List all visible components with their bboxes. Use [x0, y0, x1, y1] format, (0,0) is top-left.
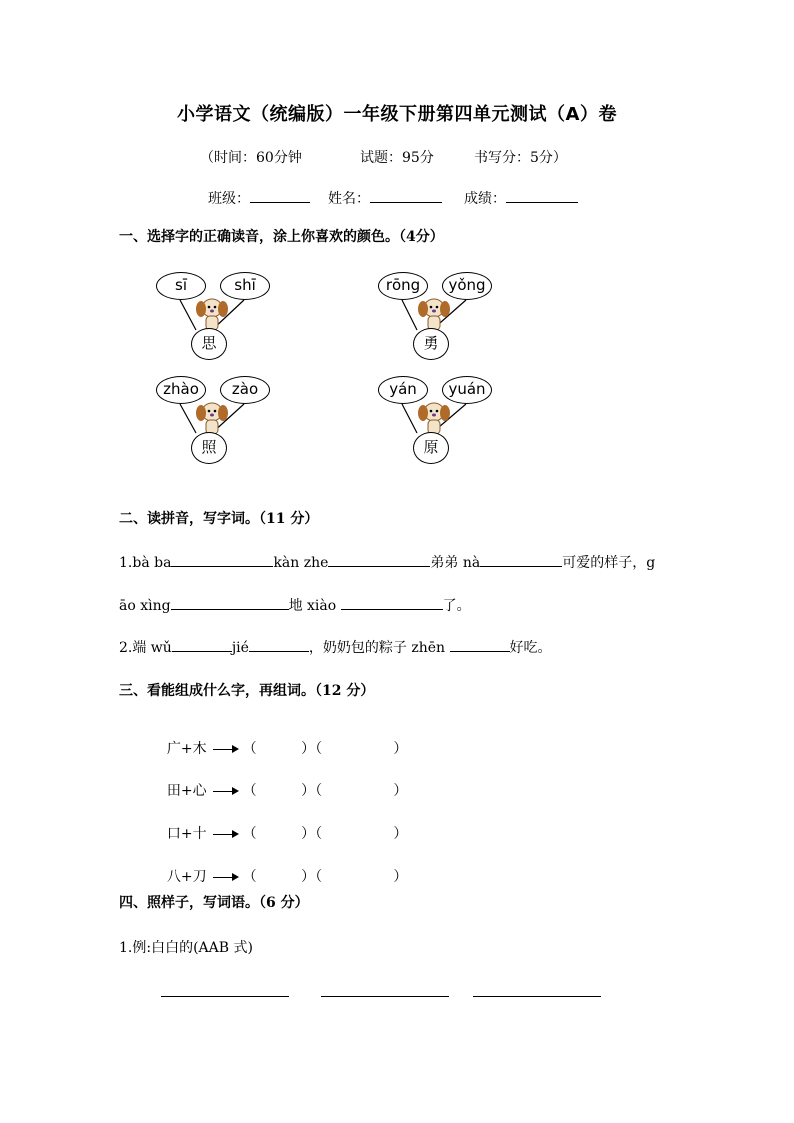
pinyin-text: 1.bà ba — [119, 555, 172, 571]
pinyin-bubble-left[interactable]: yán — [378, 376, 428, 404]
pinyin-group-1 — [150, 268, 280, 363]
char-expression: 田+心 — [166, 783, 207, 799]
pinyin-bubble-right[interactable]: zào — [220, 376, 270, 404]
arrow-right-icon — [213, 877, 237, 878]
answer-parens[interactable]: （ ）（ ） — [242, 741, 408, 757]
pinyin-text: ，奶奶包的粽子 zhēn — [308, 640, 446, 656]
arrow-right-icon — [213, 834, 237, 835]
grade-label: 成绩： — [464, 191, 506, 207]
section3-heading: 三、看能组成什么字，再组词。（12 分） — [119, 683, 375, 699]
puppy-icon — [192, 400, 232, 436]
writing-score: 书写分：5分） — [474, 150, 567, 166]
arrow-right-icon — [213, 791, 237, 792]
exam-time: （时间：60分钟 — [200, 150, 302, 166]
pinyin-group-3 — [150, 372, 280, 467]
pinyin-text: 2.端 wǔ — [119, 640, 172, 656]
pinyin-text: 了。 — [442, 598, 471, 614]
answer-line[interactable] — [473, 996, 601, 997]
pinyin-bubble-right[interactable]: yǒng — [442, 272, 492, 300]
compose-row — [158, 807, 407, 843]
answer-blank[interactable] — [171, 595, 289, 610]
pinyin-bubble-left[interactable]: rōng — [378, 272, 428, 300]
char-circle: 照 — [191, 432, 227, 464]
pinyin-text: 可爱的样子，g — [562, 555, 656, 571]
answer-line[interactable] — [321, 996, 449, 997]
pinyin-bubble-right[interactable]: shī — [220, 272, 270, 300]
pinyin-bubble-right[interactable]: yuán — [442, 376, 492, 404]
puppy-icon — [192, 296, 232, 332]
pinyin-text: āo xìng — [119, 598, 171, 614]
pinyin-group-2 — [372, 268, 502, 363]
section2-line1 — [119, 552, 655, 572]
answer-blank[interactable] — [172, 637, 232, 652]
arrow-right-icon — [213, 749, 237, 750]
pinyin-text: 好吃。 — [509, 640, 552, 656]
char-circle: 勇 — [413, 328, 449, 360]
answer-blank[interactable] — [450, 637, 510, 652]
name-label: 姓名： — [328, 191, 370, 207]
class-label: 班级： — [208, 191, 250, 207]
section4-heading: 四、照样子，写词语。（6 分） — [119, 895, 309, 911]
answer-blank[interactable] — [480, 552, 562, 567]
char-circle: 思 — [191, 328, 227, 360]
puppy-icon — [414, 400, 454, 436]
char-expression: 口+十 — [166, 826, 207, 842]
answer-blank[interactable] — [328, 552, 430, 567]
answer-parens[interactable]: （ ）（ ） — [242, 869, 408, 885]
char-expression: 广+木 — [166, 741, 207, 757]
answer-parens[interactable]: （ ）（ ） — [242, 783, 408, 799]
answer-blank[interactable] — [341, 595, 443, 610]
pinyin-text: kàn zhe — [273, 555, 329, 571]
section2-line3 — [119, 637, 552, 657]
answer-blank[interactable] — [249, 637, 309, 652]
puppy-icon — [414, 296, 454, 332]
compose-row — [158, 722, 407, 758]
pinyin-text: 弟弟 nà — [430, 555, 481, 571]
pinyin-text: 地 xiào — [288, 598, 337, 614]
section1-heading: 一、选择字的正确读音，涂上你喜欢的颜色。（4分） — [119, 229, 444, 245]
example-text: 1.例:白白的(AAB 式) — [119, 940, 253, 956]
pinyin-bubble-left[interactable]: sī — [156, 272, 206, 300]
compose-row — [158, 850, 407, 886]
compose-row — [158, 764, 407, 800]
char-expression: 八+刀 — [166, 869, 207, 885]
answer-line[interactable] — [161, 996, 289, 997]
section2-line2 — [119, 595, 471, 615]
pinyin-group-4 — [372, 372, 502, 467]
section2-heading: 二、读拼音，写字词。（11 分） — [119, 511, 319, 527]
pinyin-text: jié — [231, 640, 249, 656]
char-circle: 原 — [413, 432, 449, 464]
page-title: 小学语文（统编版）一年级下册第四单元测试（A）卷 — [177, 104, 617, 125]
answer-parens[interactable]: （ ）（ ） — [242, 826, 408, 842]
pinyin-bubble-left[interactable]: zhào — [156, 376, 206, 404]
answer-blank[interactable] — [171, 552, 273, 567]
exam-score: 试题：95分 — [360, 150, 434, 166]
